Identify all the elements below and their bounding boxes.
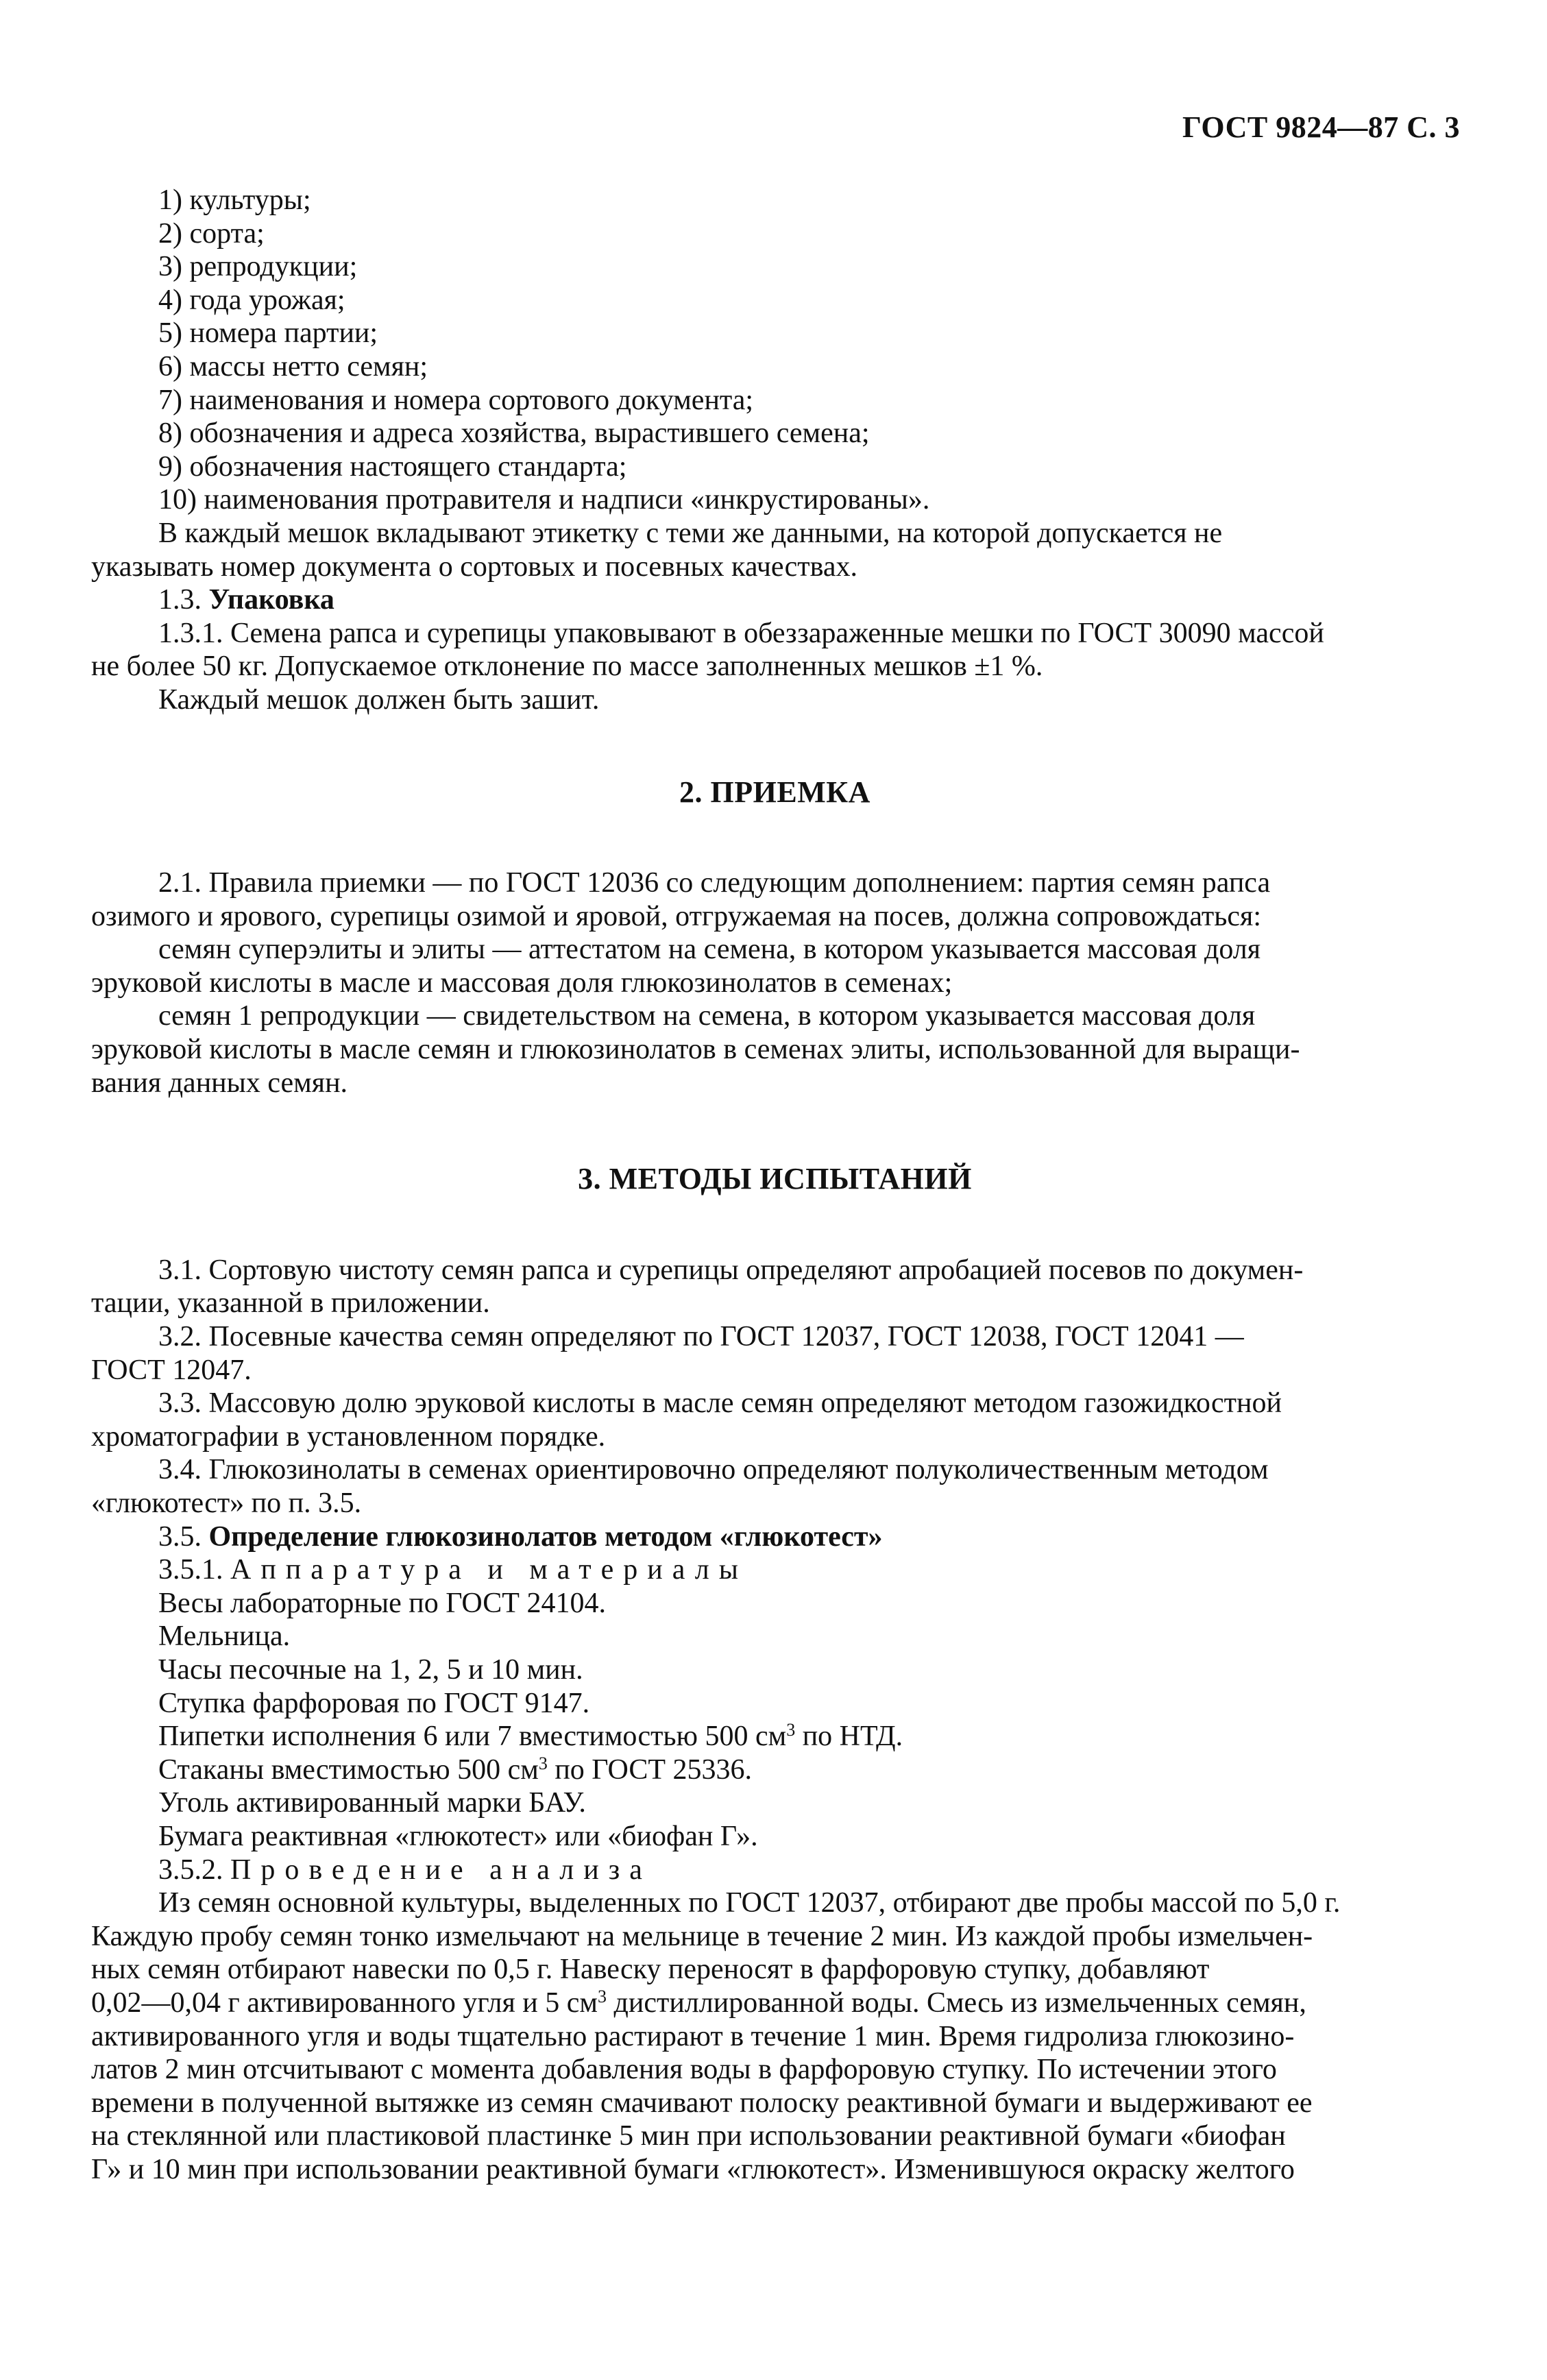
clause-3-5-1-title: Аппаратура и материалы <box>230 1554 748 1586</box>
pipettes-superscript: 3 <box>786 1720 796 1740</box>
list-item: 5) номера партии; <box>158 317 378 350</box>
equipment-item: Ступка фарфоровая по ГОСТ 9147. <box>158 1687 590 1719</box>
analysis-line: ных семян отбирают навески по 0,5 г. Навеску переносят в фарфоровую ступку, добавляют <box>91 1954 1210 1986</box>
glasses-text-end: по ГОСТ 25336. <box>547 1753 753 1786</box>
reproduction-seeds-line: семян 1 репродукции — свидетельством на семена, в котором указывается массовая доля <box>158 1000 1256 1032</box>
elite-seeds-line: эруковой кислоты в масле и массовая доля глюкозинолатов в семенах; <box>91 967 953 999</box>
list-item: 2) сорта; <box>158 217 265 250</box>
elite-seeds-line: семян суперэлиты и элиты — аттестатом на семена, в котором указывается массовая доля <box>158 934 1261 966</box>
analysis-line: времени в полученной вытяжке из семян смачивают полоску реактивной бумаги и выдерживают ее <box>91 2087 1313 2119</box>
section-3-title: 3. МЕТОДЫ ИСПЫТАНИЙ <box>578 1162 972 1196</box>
clause-2-1-line: 2.1. Правила приемки — по ГОСТ 12036 со следующим дополнением: партия семян рапса <box>158 867 1271 899</box>
clause-3-3-line: 3.3. Массовую долю эруковой кислоты в масле семян определяют методом газожидкостной <box>158 1387 1282 1420</box>
list-item: 9) обозначения настоящего стандарта; <box>158 450 627 483</box>
clause-3-5-heading <box>91 1520 1459 1554</box>
analysis-line: латов 2 мин отсчитывают с момента добавления воды в фарфоровую ступку. По истечении этого <box>91 2054 1277 2086</box>
clause-1-3-1-line: не более 50 кг. Допускаемое отклонение по массе заполненных мешков ±1 %. <box>91 651 1043 683</box>
analysis-line-with-superscript <box>91 1987 1459 2020</box>
glasses-superscript: 3 <box>538 1753 548 1773</box>
analysis-line: Каждую пробу семян тонко измельчают на мельнице в течение 2 мин. Из каждой пробы измельчен- <box>91 1920 1313 1952</box>
clause-3-5-2-number: 3.5.2. <box>158 1854 223 1886</box>
label-note-line: указывать номер документа о сортовых и посевных качествах. <box>91 550 858 583</box>
sewn-bag-text: Каждый мешок должен быть зашит. <box>158 683 600 716</box>
packing-title: Упаковка <box>208 584 334 616</box>
clause-3-4-line: 3.4. Глюкозинолаты в семенах ориентировочно определяют полуколичественным методом <box>158 1454 1269 1486</box>
analysis-line: на стеклянной или пластиковой пластинке 5 мин при использовании реактивной бумаги «биофан <box>91 2120 1286 2152</box>
list-item: 10) наименования протравителя и надписи «инкрустированы». <box>158 484 930 516</box>
packing-number: 1.3. <box>158 584 202 616</box>
list-item: 3) репродукции; <box>158 251 358 283</box>
reproduction-seeds-line: вания данных семян. <box>91 1067 348 1099</box>
clause-3-1-line: 3.1. Сортовую чистоту семян рапса и сурепицы определяют апробацией посевов по докумен- <box>158 1254 1304 1286</box>
clause-3-5-1-number: 3.5.1. <box>158 1554 223 1586</box>
list-item: 6) массы нетто семян; <box>158 350 428 382</box>
packing-heading <box>91 583 1459 617</box>
clause-3-5-2-title: Проведение анализа <box>230 1854 652 1886</box>
equipment-item: Бумага реактивная «глюкотест» или «биофан Г». <box>158 1820 758 1852</box>
reproduction-seeds-line: эруковой кислоты в масле семян и глюкозинолатов в семенах элиты, использованной для выращи- <box>91 1034 1300 1066</box>
analysis-line: Из семян основной культуры, выделенных по ГОСТ 12037, отбирают две пробы массой по 5,0 г. <box>158 1887 1341 1919</box>
analysis-line: активированного угля и воды тщательно растирают в течение 1 мин. Время гидролиза глюкозино- <box>91 2020 1295 2052</box>
clause-2-1-line: озимого и ярового, сурепицы озимой и яровой, отгружаемая на посев, должна сопровождаться: <box>91 900 1262 932</box>
list-item: 4) года урожая; <box>158 284 345 316</box>
list-item: 1) культуры; <box>158 184 311 216</box>
pipettes-text: Пипетки исполнения 6 или 7 вместимостью 500 см <box>158 1721 787 1753</box>
section-2-title: 2. ПРИЕМКА <box>679 775 870 809</box>
clause-1-3-1-line: 1.3.1. Семена рапса и сурепицы упаковывают в обеззараженные мешки по ГОСТ 30090 массой <box>158 617 1324 649</box>
clause-3-2-line: 3.2. Посевные качества семян определяют по ГОСТ 12037, ГОСТ 12038, ГОСТ 12041 — <box>158 1321 1244 1353</box>
clause-3-5-1-heading <box>91 1553 1459 1587</box>
clause-3-3-line: хроматографии в установленном порядке. <box>91 1420 606 1453</box>
list-item: 8) обозначения и адреса хозяйства, вырастившего семена; <box>158 417 870 450</box>
equipment-item-pipettes <box>91 1720 1459 1753</box>
pipettes-text-end: по НТД. <box>795 1721 903 1753</box>
analysis-line: Г» и 10 мин при использовании реактивной бумаги «глюкотест». Изменившуюся окраску желтого <box>91 2153 1295 2185</box>
clause-3-5-2-heading <box>91 1854 1459 1887</box>
analysis-text: 0,02—0,04 г активированного угля и 5 см <box>91 1987 598 2019</box>
equipment-item: Уголь активированный марки БАУ. <box>158 1787 586 1819</box>
analysis-superscript: 3 <box>597 1986 607 2006</box>
clause-3-4-line: «глюкотест» по п. 3.5. <box>91 1487 362 1519</box>
clause-3-5-title: Определение глюкозинолатов методом «глюкотест» <box>208 1520 883 1553</box>
list-item: 7) наименования и номера сортового документа; <box>158 384 754 416</box>
glasses-text: Стаканы вместимостью 500 см <box>158 1753 539 1786</box>
label-note-line: В каждый мешок вкладывают этикетку с теми же данными, на которой допускается не <box>158 517 1223 549</box>
clause-3-2-line: ГОСТ 12047. <box>91 1354 252 1386</box>
clause-3-1-line: тации, указанной в приложении. <box>91 1287 490 1320</box>
equipment-item: Часы песочные на 1, 2, 5 и 10 мин. <box>158 1653 583 1686</box>
equipment-item-glasses <box>91 1753 1459 1787</box>
label-list <box>91 184 1459 517</box>
equipment-item: Весы лабораторные по ГОСТ 24104. <box>158 1587 606 1619</box>
analysis-text-end: дистиллированной воды. Смесь из измельченных семян, <box>606 1987 1306 2019</box>
page-header: ГОСТ 9824—87 С. 3 <box>1182 110 1460 144</box>
equipment-item: Мельница. <box>158 1620 291 1653</box>
clause-3-5-number: 3.5. <box>158 1520 202 1553</box>
page-content <box>91 184 1459 2186</box>
